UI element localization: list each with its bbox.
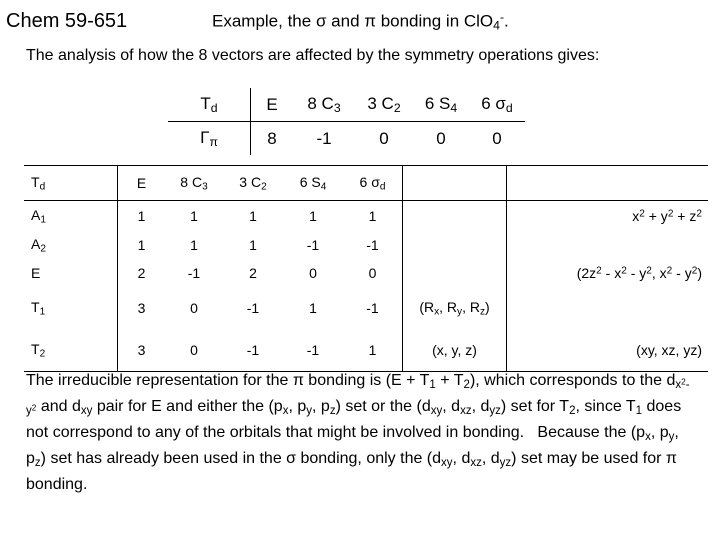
gamma-col-8C3: 8 $C_3$ [293, 88, 355, 122]
quadratic-function-cell: $x^2 + y^2 + z^2$ [632, 208, 702, 224]
column-header: E [118, 166, 166, 201]
character-cell: 1 [249, 237, 257, 253]
character-cell: 3 [118, 329, 166, 372]
column-header: 8 $C_3$ [165, 166, 223, 201]
character-cell: 0 [165, 329, 223, 372]
gamma-value: -1 [316, 128, 332, 148]
quadratic-function-cell [507, 287, 709, 329]
character-cell: -1 [246, 300, 260, 316]
gamma-col-6sd: 6 $\sigma_d$ [469, 88, 525, 122]
irrep-row-A1 [24, 201, 708, 232]
course-label: Chem 59-651 [6, 10, 128, 32]
character-cell: 0 [190, 300, 198, 316]
character-cell: 1 [190, 237, 198, 253]
character-cell: -1 [223, 329, 283, 372]
linear-function-cell: ($R_x$, $R_y$, $R_z$) [403, 287, 507, 329]
column-header: 3 $C_2$ [223, 166, 283, 201]
conclusion-paragraph: The irreducible representation for the π bonding is $(E + T_1 + T_2)$, which corresponds to the $d_{x^2-y^2}$ and $d_{xy}$ pair for E and either the ($p_x$, $p_y$, $p_z$) set or the ($d_{xy}$, $d_{xz}$, $d_{yz}$) set for $T_2$, since $T_1$ does not correspond to any of the orbitals that might be involved in bonding. Because the ($p_x$, $p_y$, $p_z$) set has already been used in the σ bonding, only the ($d_{xy}$, $d_{xz}$, $d_{yz}$) set may be used for π bonding. [26, 372, 690, 493]
quadratic-function-cell: (xy, xz, yz) [507, 329, 709, 372]
gamma-col-3C2: 3 $C_2$ [355, 88, 413, 122]
irrep-row-T2 [24, 329, 708, 372]
linear-function-cell [403, 259, 507, 287]
character-cell: 1 [137, 208, 146, 224]
character-cell: 3 [137, 300, 146, 316]
character-cell: 1 [309, 208, 317, 224]
column-header: 6 $\sigma_d$ [343, 166, 403, 201]
point-group-label: $T_d$ [168, 88, 251, 122]
character-cell: -1 [343, 287, 403, 329]
linear-function-cell [403, 231, 507, 259]
irrep-label: $T_1$ [24, 287, 118, 329]
gamma-pi-row [168, 122, 525, 156]
gamma-col-6S4: 6 $S_4$ [413, 88, 469, 122]
td-character-table [24, 165, 708, 372]
irrep-row-E [24, 259, 708, 287]
linear-function-cell [403, 201, 507, 232]
character-cell: 1 [190, 208, 198, 224]
character-cell: -1 [283, 329, 343, 372]
character-cell: -1 [187, 265, 201, 281]
character-cell: 1 [137, 237, 146, 253]
gamma-value: 0 [436, 128, 446, 148]
character-cell: 1 [309, 300, 317, 316]
irrep-row-T1 [24, 287, 708, 329]
character-cell: 0 [309, 265, 317, 281]
gamma-value: 0 [379, 128, 389, 148]
slide-title: Example, the σ and π bonding in ClO$_4$-. [212, 10, 509, 33]
irrep-label: E [24, 259, 118, 287]
gamma-value: 8 [267, 128, 277, 148]
character-table-header-row [24, 166, 708, 201]
irrep-label: $T_2$ [24, 329, 118, 372]
character-cell: 2 [249, 265, 257, 281]
gamma-col-E: E [251, 88, 294, 122]
character-cell: -1 [306, 237, 320, 253]
irrep-label: $A_2$ [24, 231, 118, 259]
quadratic-function-cell [507, 231, 709, 259]
column-header [507, 166, 709, 201]
irrep-row-A2 [24, 231, 708, 259]
character-cell: 1 [249, 208, 257, 224]
character-cell: 2 [137, 265, 146, 281]
character-cell: 1 [343, 201, 403, 232]
character-cell: 1 [343, 329, 403, 372]
intro-text: The analysis of how the 8 vectors are affected by the symmetry operations gives: [26, 47, 600, 64]
point-group-label: $T_d$ [24, 166, 118, 201]
gamma-pi-label: $\Gamma_\pi$ [168, 122, 251, 156]
column-header [403, 166, 507, 201]
gamma-value: 0 [492, 128, 502, 148]
character-cell: -1 [343, 231, 403, 259]
quadratic-function-cell: ($2z^2 - x^2 - y^2$, $x^2 - y^2$) [576, 265, 702, 281]
linear-function-cell: (x, y, z) [403, 329, 507, 372]
column-header: 6 $S_4$ [283, 166, 343, 201]
character-cell: 0 [343, 259, 403, 287]
gamma-pi-table [168, 88, 525, 155]
gamma-header-row [168, 88, 525, 122]
irrep-label: $A_1$ [24, 201, 118, 232]
